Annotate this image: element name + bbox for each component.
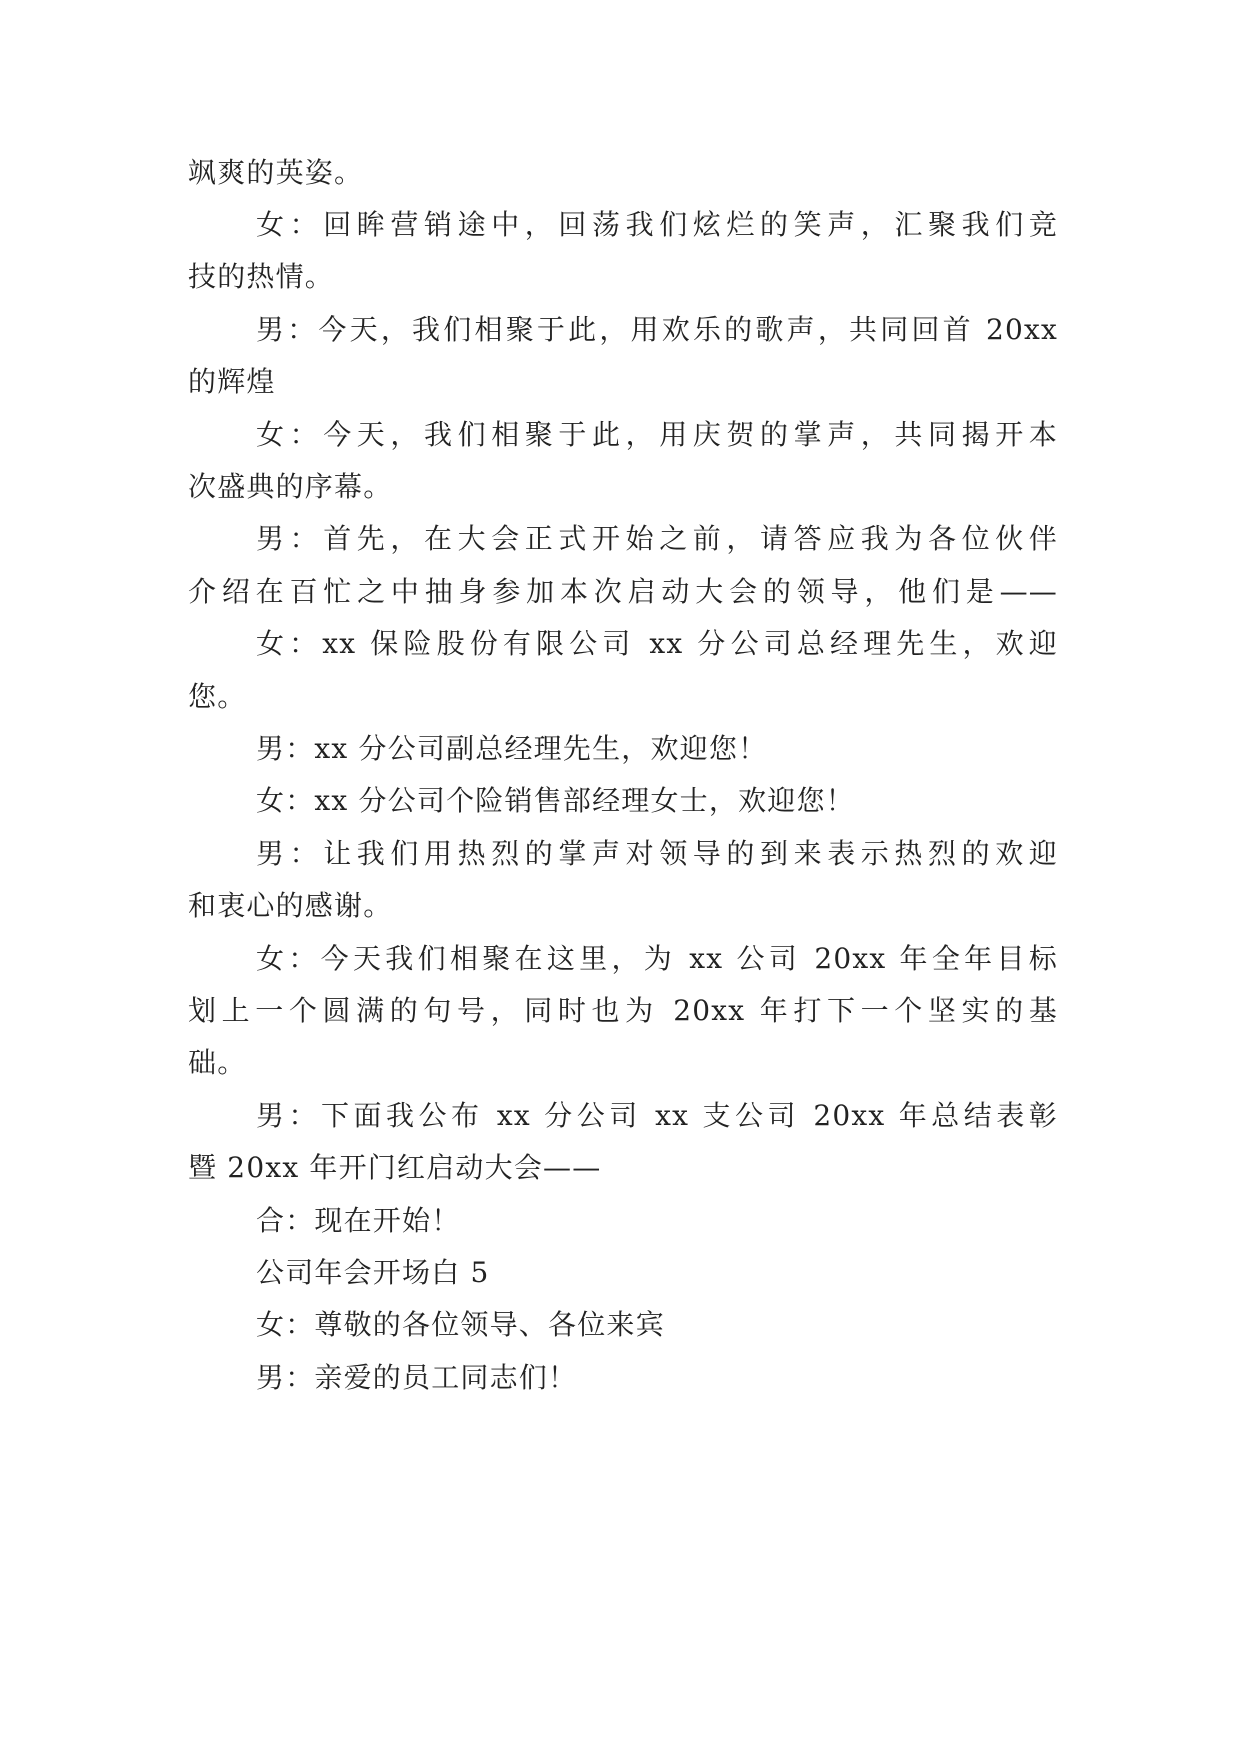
text-line: 女：今天，我们相聚于此，用庆贺的掌声，共同揭开本 — [256, 418, 1058, 451]
text-line: 女：xx 分公司个险销售部经理女士，欢迎您！ — [256, 784, 855, 817]
text-line: 您。 — [188, 680, 247, 713]
text-line: 男：让我们用热烈的掌声对领导的到来表示热烈的欢迎 — [256, 837, 1058, 870]
text-line: 技的热情。 — [188, 260, 335, 293]
text-line: 划上一个圆满的句号，同时也为 20xx 年打下一个坚实的基 — [188, 994, 1058, 1027]
text-line: 女：尊敬的各位领导、各位来宾 — [256, 1308, 665, 1341]
text-line: 女：回眸营销途中，回荡我们炫烂的笑声，汇聚我们竞 — [256, 208, 1058, 241]
text-line: 女：xx 保险股份有限公司 xx 分公司总经理先生，欢迎 — [256, 627, 1058, 660]
text-line: 介绍在百忙之中抽身参加本次启动大会的领导，他们是—— — [188, 575, 1058, 608]
section-heading: 公司年会开场白 5 — [256, 1256, 490, 1289]
text-line: 男：亲爱的员工同志们！ — [256, 1361, 578, 1394]
text-line: 男：首先，在大会正式开始之前，请答应我为各位伙伴 — [256, 522, 1058, 555]
text-line: 础。 — [188, 1046, 247, 1079]
text-line: 暨 20xx 年开门红启动大会—— — [188, 1151, 602, 1184]
text-line: 合：现在开始！ — [256, 1204, 461, 1237]
text-line: 男：下面我公布 xx 分公司 xx 支公司 20xx 年总结表彰 — [256, 1099, 1058, 1132]
text-line: 次盛典的序幕。 — [188, 470, 393, 503]
text-line: 女：今天我们相聚在这里，为 xx 公司 20xx 年全年目标 — [256, 942, 1058, 975]
text-line: 和衷心的感谢。 — [188, 889, 393, 922]
text-line: 飒爽的英姿。 — [188, 156, 364, 189]
text-line: 男：今天，我们相聚于此，用欢乐的歌声，共同回首 20xx — [256, 313, 1058, 346]
text-line: 的辉煌 — [188, 365, 276, 398]
text-line: 男：xx 分公司副总经理先生，欢迎您！ — [256, 732, 768, 765]
